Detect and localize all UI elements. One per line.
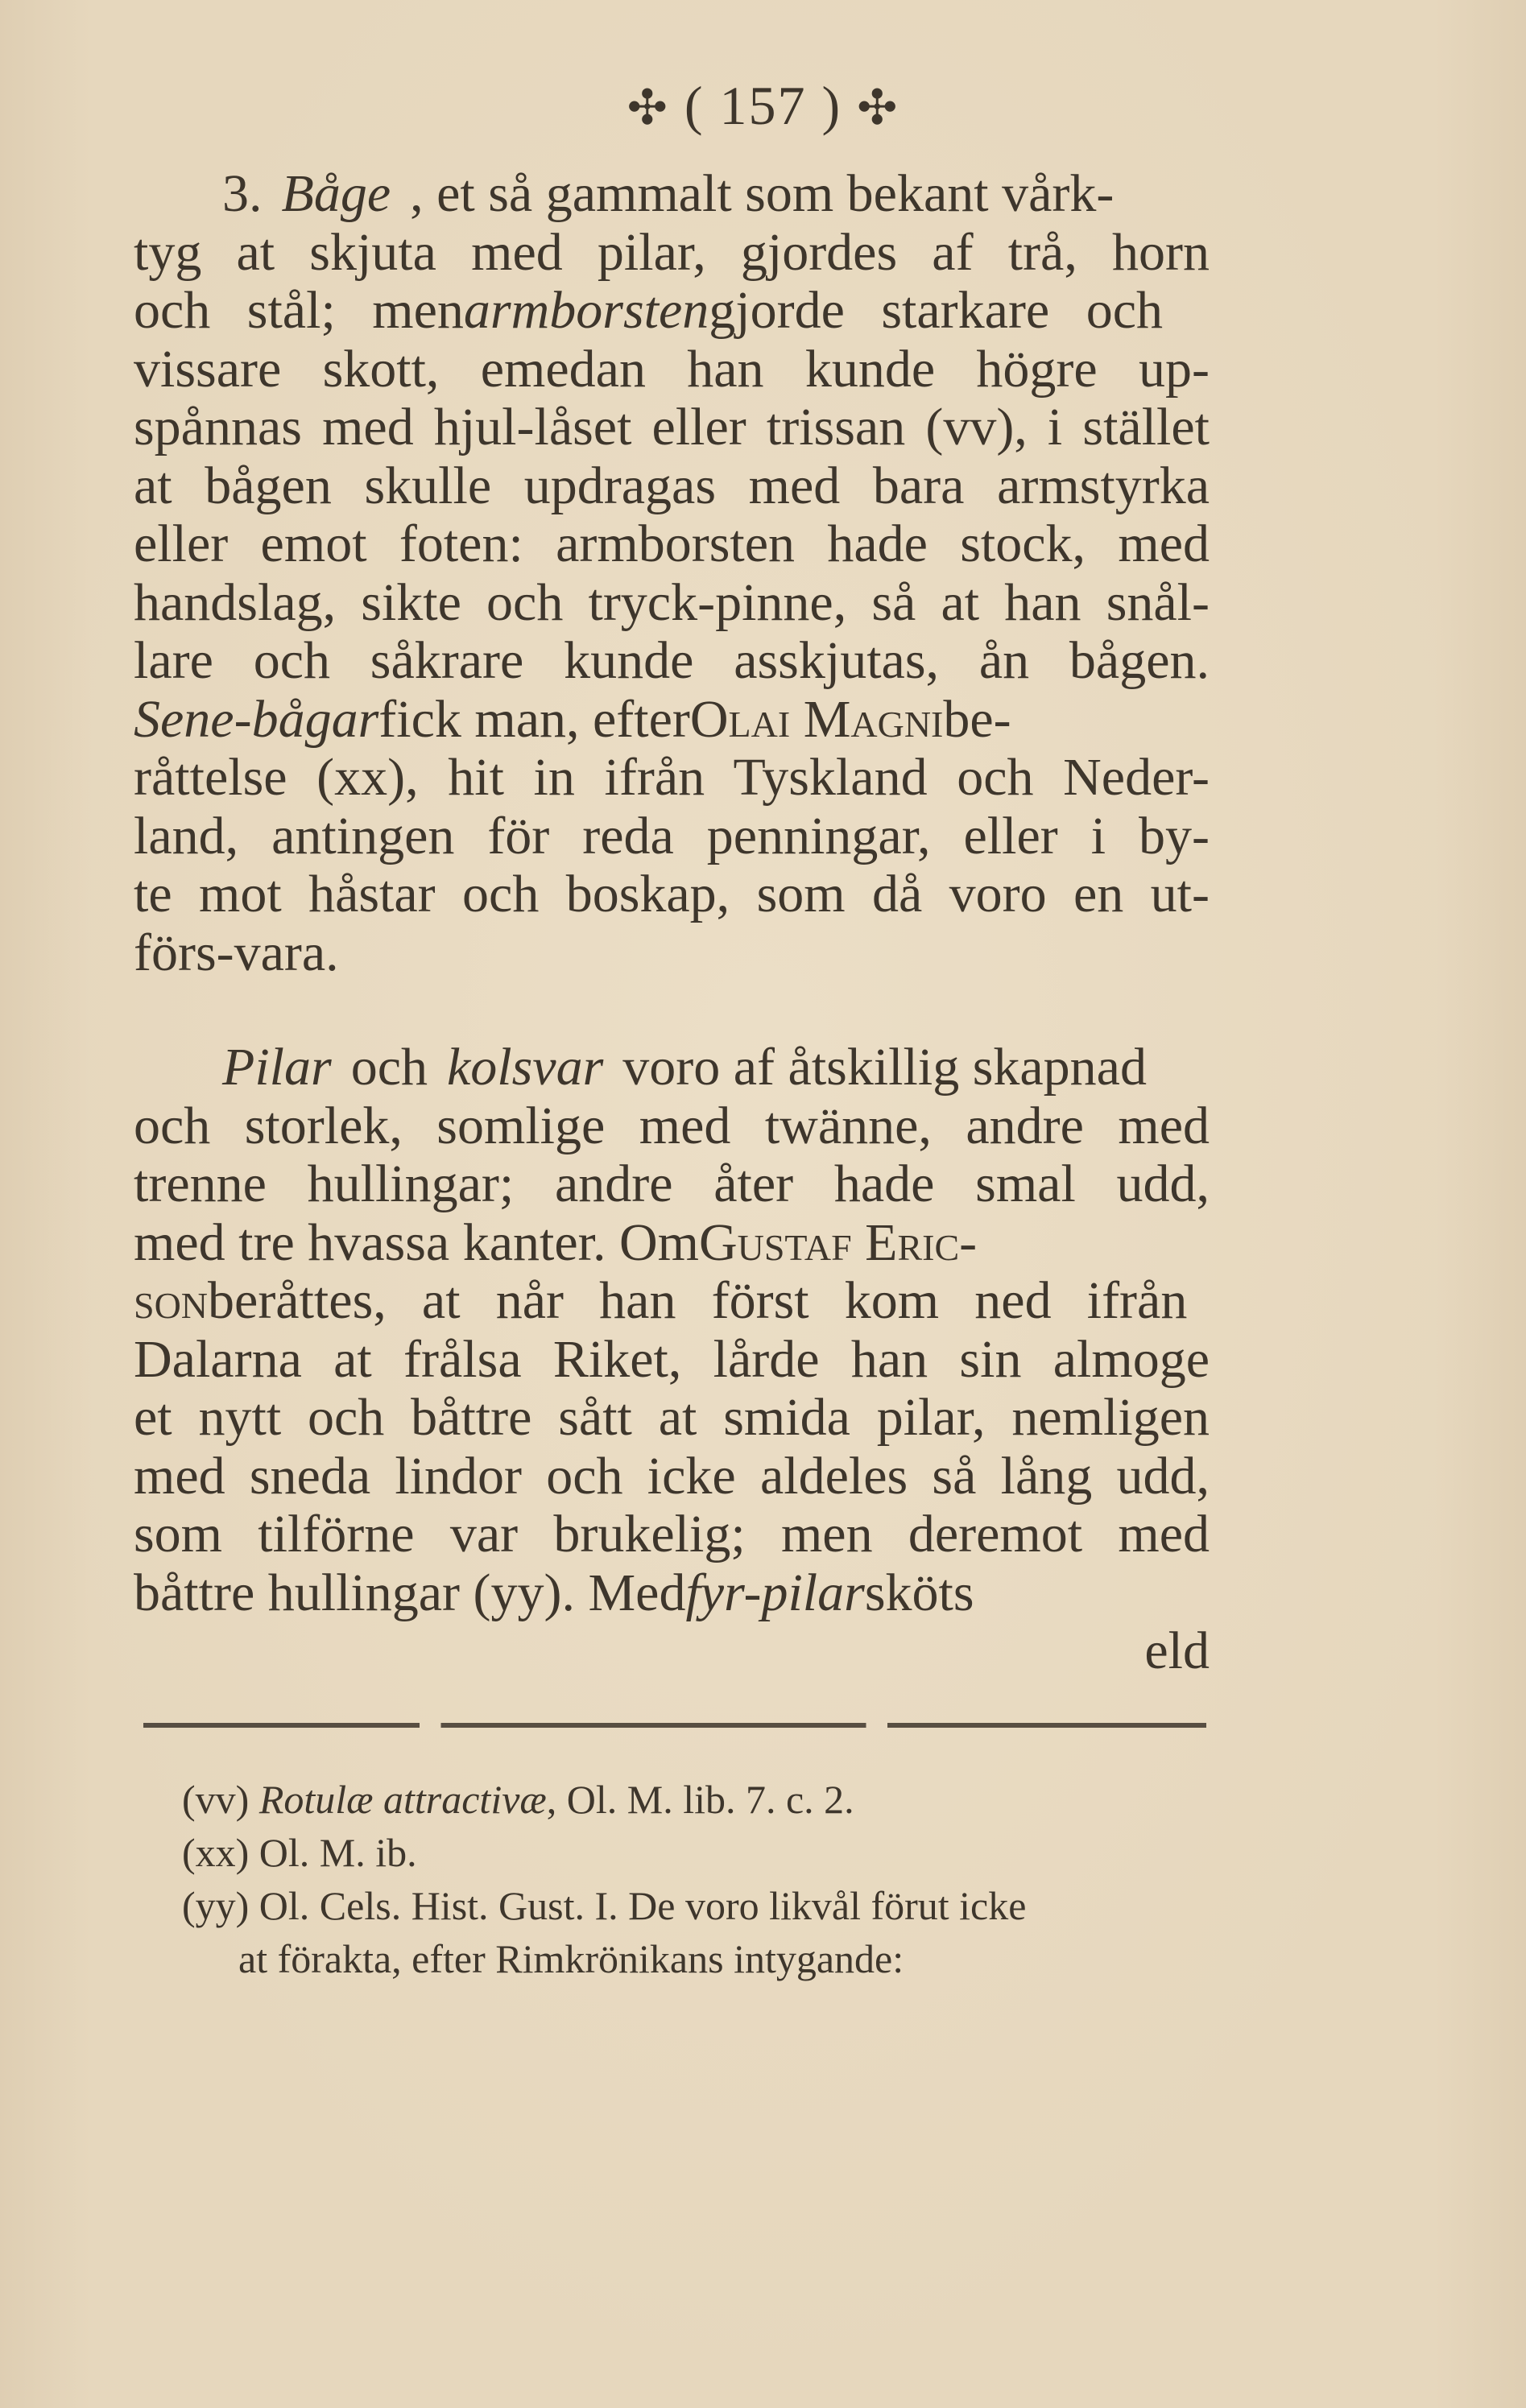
page-header (0, 74, 1526, 138)
text-line (134, 1214, 1210, 1273)
text-run: sköts (864, 1563, 974, 1622)
text-run: som tilförne var brukelig; men deremot med (134, 1505, 1210, 1563)
text-run: Sene-bågar (134, 689, 379, 749)
paragraph-bow (134, 165, 1210, 982)
text-run: lare och såkrare kunde asskjutas, ån bågen. (134, 631, 1210, 690)
text-run: med sneda lindor och icke aldeles så lång udd, (134, 1446, 1210, 1506)
text-line (134, 399, 1210, 457)
text-line (134, 1506, 1210, 1564)
footnote-run: at förakta, efter Rimkrönikans intygande: (238, 1936, 904, 1981)
text-run: te mot håstar och boskap, som då voro en ut- (134, 865, 1210, 923)
page-number: ( 157 ) (684, 75, 842, 136)
footnote-run: Rotulæ attractivæ (258, 1777, 547, 1822)
text-line (134, 574, 1210, 633)
ornament-right-icon: ✣ (857, 81, 899, 134)
footnote-divider (143, 1723, 1206, 1728)
text-run: beråttes, at når han först kom ned ifrån (208, 1271, 1188, 1330)
text-run: eller emot foten: armborsten hade stock, med (134, 514, 1210, 573)
catchword: eld (1144, 1621, 1210, 1680)
text-line (134, 924, 1210, 983)
text-run: Pilar (222, 1038, 332, 1097)
text-line (134, 865, 1210, 924)
text-run: handslag, sikte och tryck-pinne, så at han snål- (134, 572, 1210, 632)
footnote-run: , Ol. M. lib. 7. c. 2. (546, 1777, 854, 1822)
text-run: Dalarna at frålsa Riket, lårde han sin almoge (134, 1329, 1210, 1389)
footnote-line (182, 1935, 1229, 1983)
footnote-run: (vv) (182, 1777, 259, 1822)
footnote-line (182, 1775, 1229, 1824)
text-run: fick man, efter (378, 689, 690, 749)
text-line (134, 807, 1210, 866)
text-run: och (350, 1038, 428, 1097)
footnote-run: (yy) Ol. Cels. Hist. Gust. I. De voro likvål förut icke (182, 1883, 1027, 1928)
text-run: voro af åtskillig skapnad (622, 1038, 1147, 1097)
text-line (134, 749, 1210, 807)
text-line (134, 1564, 1210, 1623)
footnote-line (182, 1828, 1229, 1877)
text-run: Båge (281, 164, 391, 223)
text-line (134, 1039, 1210, 1097)
text-run: med tre hvassa kanter. Om (134, 1212, 699, 1272)
text-line (134, 457, 1210, 516)
text-run: förs-vara. (134, 923, 339, 982)
footnote-run: (xx) Ol. M. ib. (182, 1830, 417, 1875)
text-line (134, 1097, 1210, 1156)
text-run: Olai Magni (689, 689, 944, 749)
ornament-left-icon: ✣ (627, 81, 669, 134)
text-run: spånnas med hjul-låset eller trissan (vv), i stället (134, 398, 1210, 456)
text-run: be- (943, 689, 1011, 749)
text-run: son (134, 1271, 209, 1330)
text-run: trenne hullingar; andre åter hade smal udd, (134, 1154, 1210, 1213)
paragraph-arrows (134, 1039, 1210, 1622)
text-line (134, 224, 1210, 283)
text-run: at bågen skulle updragas med bara armstyrka (134, 456, 1210, 515)
text-line (134, 691, 1210, 750)
text-run: armborsten (463, 281, 709, 340)
text-run: båttre hullingar (yy). Med (134, 1563, 686, 1622)
catchword-line (134, 1622, 1210, 1681)
text-run: tyg at skjuta med pilar, gjordes af trå, horn (134, 222, 1210, 282)
text-line (134, 1389, 1210, 1448)
text-run: Gustaf Eric- (698, 1212, 978, 1272)
footnote-line (182, 1881, 1229, 1930)
text-line (134, 341, 1210, 399)
text-run: et nytt och båttre sått at smida pilar, nemligen (134, 1388, 1210, 1447)
text-line (134, 1155, 1210, 1214)
text-run: land, antingen för reda penningar, eller i by- (134, 806, 1210, 865)
text-line (134, 282, 1210, 341)
text-run: och storlek, somlige med twänne, andre med (134, 1096, 1210, 1155)
text-run: kolsvar (446, 1038, 604, 1097)
text-line (134, 165, 1210, 224)
text-run: fyr-pilar (685, 1563, 865, 1622)
text-run: vissare skott, emedan han kunde högre up- (134, 339, 1210, 399)
text-run: 3. (222, 164, 263, 223)
text-run: gjorde starkare och (709, 281, 1164, 340)
text-line (134, 1448, 1210, 1506)
footnotes (182, 1775, 1229, 1983)
text-line (134, 515, 1210, 574)
text-run: råttelse (xx), hit in ifrån Tyskland och Neder- (134, 748, 1210, 807)
text-run: och stål; men (134, 281, 464, 340)
text-line (134, 632, 1210, 691)
text-line (134, 1272, 1210, 1331)
text-line (134, 1331, 1210, 1390)
text-run: , et så gammalt som bekant vårk- (410, 164, 1115, 223)
